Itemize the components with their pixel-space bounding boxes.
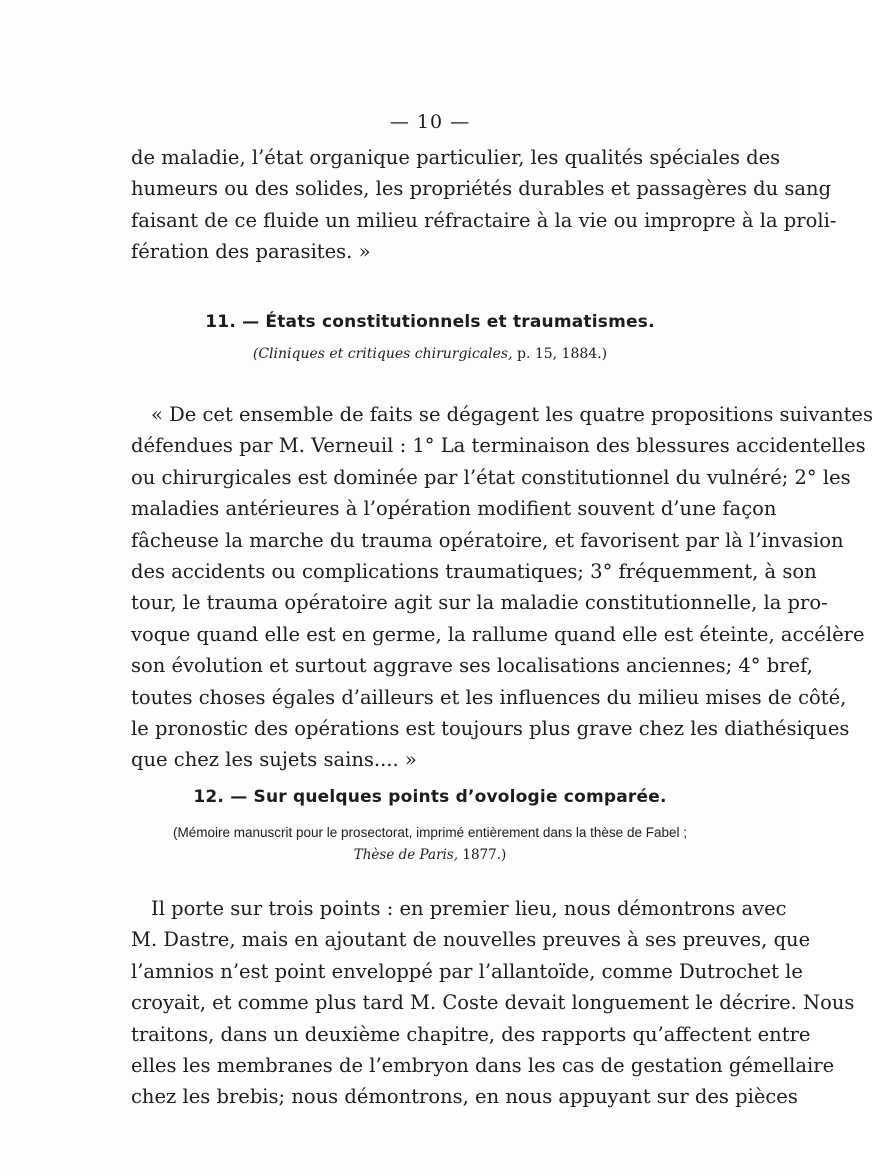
page-number: — 10 — [389,111,471,133]
citation-ref: p. 15, 1884.) [516,346,608,362]
citation-title: (Cliniques et critiques chirurgicales, [252,346,513,362]
section-12-citation [0,822,860,866]
section-11-citation [0,346,860,362]
text-line: humeurs ou des solides, les propriétés durables et passagères du sang [131,177,832,201]
text-line: Il porte sur trois points : en premier lieu, nous démontrons avec [151,897,787,920]
citation-thesis: Thèse de Paris, [353,847,459,863]
citation-line-2 [0,844,860,866]
text-line: chez les brebis; nous démontrons, en nous appuyant sur des pièces [131,1085,798,1109]
text-line: croyait, et comme plus tard M. Coste devait longuement le décrire. Nous [131,991,855,1015]
section-12-paragraph [131,893,855,1113]
text-line: de maladie, l’état organique particulier, les qualités spéciales des [131,146,781,169]
text-line: « De cet ensemble de faits se dégagent les quatre propositions suivantes [151,403,873,426]
text-line: traitons, dans un deuxième chapitre, des rapports qu’affectent entre [131,1022,811,1046]
text-line: voque quand elle est en germe, la rallume quand elle est éteinte, accélère [131,622,865,646]
citation-line-1: (Mémoire manuscrit pour le prosectorat, imprimé entièrement dans la thèse de Fabel ; [173,825,687,840]
text-line: tour, le trauma opératoire agit sur la maladie constitutionnelle, la pro- [131,591,828,615]
text-line: que chez les sujets sains.... » [131,748,417,772]
text-line: ou chirurgicales est dominée par l’état constitutionnel du vulnéré; 2° les [131,465,851,489]
text-line: l’amnios n’est point enveloppé par l’allantoïde, comme Dutrochet le [131,959,803,983]
section-12-heading: 12. — Sur quelques points d’ovologie comparée. [193,787,667,807]
text-line: des accidents ou complications traumatiques; 3° fréquemment, à son [131,560,817,584]
text-line: fération des parasites. » [131,240,371,264]
text-line: son évolution et surtout aggrave ses localisations anciennes; 4° bref, [131,654,813,678]
section-11-heading: 11. — États constitutionnels et traumatismes. [205,312,655,332]
text-line: maladies antérieures à l’opération modifient souvent d’une façon [131,497,777,521]
text-line: le pronostic des opérations est toujours plus grave chez les diathésiques [131,717,850,741]
intro-paragraph [131,142,837,268]
text-line: elles les membranes de l’embryon dans les cas de gestation gémellaire [131,1054,835,1078]
text-line: fâcheuse la marche du trauma opératoire, et favorisent par là l’invasion [131,528,844,552]
text-line: défendues par M. Verneuil : 1° La terminaison des blessures accidentelles [131,434,866,458]
text-line: faisant de ce fluide un milieu réfractaire à la vie ou impropre à la proli- [131,208,837,232]
section-11-paragraph [131,399,873,776]
text-line: toutes choses égales d’ailleurs et les influences du milieu mises de côté, [131,685,847,709]
citation-year: 1877.) [462,847,507,863]
text-line: M. Dastre, mais en ajoutant de nouvelles preuves à ses preuves, que [131,928,811,952]
